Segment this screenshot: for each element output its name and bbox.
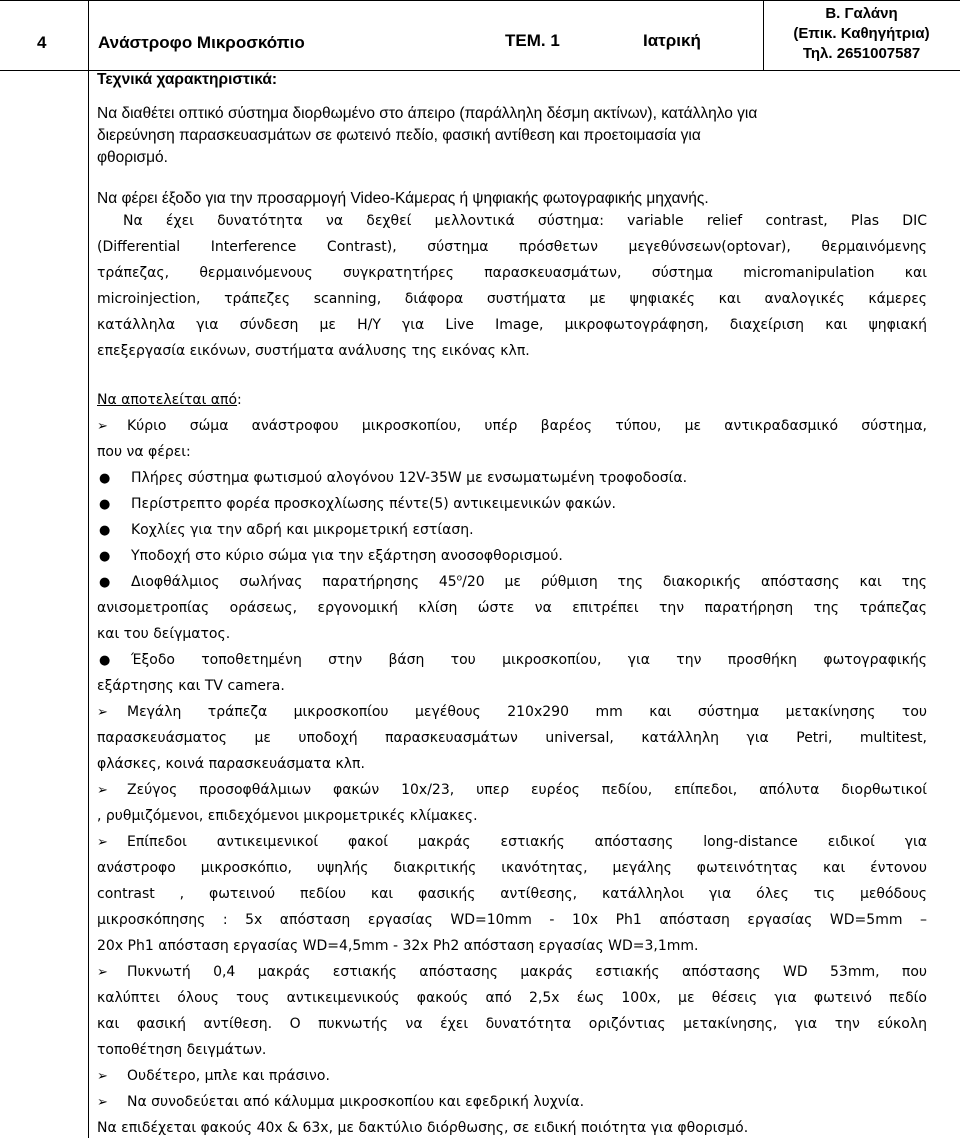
arrow-bullet-icon: ➢ [97,783,108,798]
specs-para3 [97,208,927,364]
item-number: 4 [37,33,47,52]
bullet-item-continuation: και του δείγματος. [97,626,231,642]
bullet-item [97,569,927,595]
specs-para3-line: (Differential Interference Contrast), σύστημα πρόσθετων μεγεθύνσεων(optovar), θερμαινόμενης [97,239,927,255]
department-name: Ιατρική [643,31,701,50]
contact-name: Β. Γαλάνη [825,5,898,22]
specs-para3-line: τράπεζας, θερμαινόμενους συγκρατητήρες παρασκευασμάτων, σύστημα micromanipulation και [97,265,927,281]
list-item-continuation: 20x Ph1 απόσταση εργασίας WD=4,5mm - 32x Ph2 απόσταση εργασίας WD=3,1mm. [97,938,699,954]
list-item-text: Επίπεδοι αντικειμενικοί φακοί μακράς εστιακής απόστασης long-distance ειδικοί για [127,834,927,850]
bullet-item-continuation: ανισομετροπίας οράσεως, εργονομική κλίση ώστε να επιτρέπει την παρατήρηση της τράπεζας [97,600,927,616]
item-title: Ανάστροφο Μικροσκόπιο [98,33,305,52]
bullet-item [97,647,927,673]
arrow-bullet-icon: ➢ [97,835,108,850]
list-item-text: Μεγάλη τράπεζα μικροσκοπίου μεγέθους 210x290 mm και σύστημα μετακίνησης του [127,704,927,720]
list-item [97,1089,927,1115]
arrow-bullet-icon: ➢ [97,1069,108,1084]
contact-phone: Τηλ. 2651007587 [802,45,921,62]
table-top-border [0,0,960,1]
degree-superscript: ο [456,573,463,584]
composition-heading-colon: : [237,392,242,408]
arrow-bullet-icon: ➢ [97,419,108,434]
number-column-divider [88,0,89,1138]
bullet-item-text: Πλήρες σύστημα φωτισμού αλογόνου 12V-35W με ενσωματωμένη τροφοδοσία. [131,470,688,486]
specs-para3-line: microinjection, τράπεζες scanning, διάφορα συστήματα με ψηφιακές και αναλογικές κάμερες [97,291,927,307]
list-item [97,959,927,985]
contact-block [763,4,960,64]
composition-section [97,387,927,1141]
list-item-text: Ζεύγος προσοφθάλμιων φακών 10x/23, υπερ ευρέος πεδίου, επίπεδοι, απόλυτα διορθωτικοί [127,782,927,798]
bullet-icon: ● [99,653,111,668]
bullet-icon: ● [99,497,111,512]
specs-heading: Τεχνικά χαρακτηριστικά: [97,71,278,88]
bullet-item-text: /20 με ρύθμιση της διακορικής απόστασης και της [462,574,927,590]
list-item-continuation: μικροσκόπησης : 5x απόσταση εργασίας WD=10mm - 10x Ph1 απόσταση εργασίας WD=5mm – [97,912,927,928]
bullet-item [97,517,927,543]
list-item [97,777,927,803]
list-item-continuation: ανάστροφο μικροσκόπιο, υψηλής διακριτικής ικανότητας, μεγάλης φωτεινότητας και έντονου [97,860,927,876]
list-item-continuation: καλύπτει όλους τους αντικειμενικούς φακούς από 2,5x έως 100x, με θέσεις για φωτεινό πεδίο [97,990,927,1006]
bullet-item-text: Κοχλίες για την αδρή και μικρομετρική εστίαση. [131,522,474,538]
bullet-icon: ● [99,523,111,538]
bullet-item [97,465,927,491]
list-item [97,829,927,855]
list-item [97,413,927,439]
contact-role: (Επικ. Καθηγήτρια) [793,25,930,42]
composition-heading-text: Να αποτελείται από [97,392,238,408]
list-item-text: Κύριο σώμα ανάστροφου μικροσκοπίου, υπέρ βαρέος τύπου, με αντικραδασμικό σύστημα, [127,418,927,434]
bullet-icon: ● [99,575,111,590]
arrow-bullet-icon: ➢ [97,965,108,980]
list-item-continuation: και φασική αντίθεση. Ο πυκνωτής να έχει δυνατότητα οριζόντιας μετακίνησης, για την εύκολη [97,1016,927,1032]
specs-para1-line2: διερεύνηση παρασκευασμάτων σε φωτεινό πεδίο, φασική αντίθεση και προετοιμασία για [97,127,701,144]
arrow-bullet-icon: ➢ [97,1095,108,1110]
closing-line: Να επιδέχεται φακούς 40x & 63x, με δακτύλιο διόρθωσης, σε ειδική ποιότητα για φθορισμό. [97,1120,749,1136]
list-item [97,699,927,725]
bullet-item-continuation: εξάρτησης και TV camera. [97,678,285,694]
list-item-text: Ουδέτερο, μπλε και πράσινο. [127,1068,330,1084]
bullet-item [97,543,927,569]
specs-para2: Να φέρει έξοδο για την προσαρμογή Video-Κάμερας ή ψηφιακής φωτογραφικής μηχανής. [97,190,709,207]
list-item-text: Πυκνωτή 0,4 μακράς εστιακής απόστασης μακράς εστιακής απόστασης WD 53mm, που [127,964,927,980]
arrow-bullet-icon: ➢ [97,705,108,720]
list-item [97,1063,927,1089]
specs-para3-line: Να έχει δυνατότητα να δεχθεί μελλοντικά σύστημα: variable relief contrast, Plas DIC [123,213,927,229]
bullet-item-text: Περίστρεπτο φορέα προσκοχλίωσης πέντε(5) αντικειμενικών φακών. [131,496,616,512]
bullet-item-text: Έξοδο τοποθετημένη στην βάση του μικροσκοπίου, για την προσθήκη φωτογραφικής [131,652,927,668]
list-item-continuation: παρασκευάσματος με υποδοχή παρασκευασμάτων universal, κατάλληλη για Petri, multitest, [97,730,927,746]
item-quantity: ΤΕΜ. 1 [505,31,560,50]
bullet-item-text: Διοφθάλμιος σωλήνας παρατήρησης 45 [131,574,457,590]
specs-para1-line1: Να διαθέτει οπτικό σύστημα διορθωμένο στο άπειρο (παράλληλη δέσμη ακτίνων), κατάλληλο για [97,105,758,122]
bullet-item [97,491,927,517]
specs-para1-line3: φθορισμό. [97,149,168,166]
composition-heading [97,387,927,413]
list-item-continuation: που να φέρει: [97,444,191,460]
specs-para3-line: επεξεργασία εικόνων, συστήματα ανάλυσης της εικόνας κλπ. [97,343,530,359]
specs-para3-line: κατάλληλα για σύνδεση με Η/Υ για Live Image, μικροφωτογράφηση, διαχείριση και ψηφιακή [97,317,927,333]
list-item-continuation: φλάσκες, κοινά παρασκευάσματα κλπ. [97,756,365,772]
bullet-item-text: Υποδοχή στο κύριο σώμα για την εξάρτηση ανοσοφθορισμού. [131,548,563,564]
list-item-continuation: , ρυθμιζόμενοι, επιδεχόμενοι μικρομετρικές κλίμακες. [97,808,478,824]
list-item-text: Να συνοδεύεται από κάλυμμα μικροσκοπίου και εφεδρική λυχνία. [127,1094,585,1110]
list-item-continuation: τοποθέτηση δειγμάτων. [97,1042,267,1058]
bullet-icon: ● [99,549,111,564]
list-item-continuation: contrast , φωτεινού πεδίου και φασικής αντίθεσης, κατάλληλοι για όλες τις μεθόδους [97,886,927,902]
bullet-icon: ● [99,471,111,486]
